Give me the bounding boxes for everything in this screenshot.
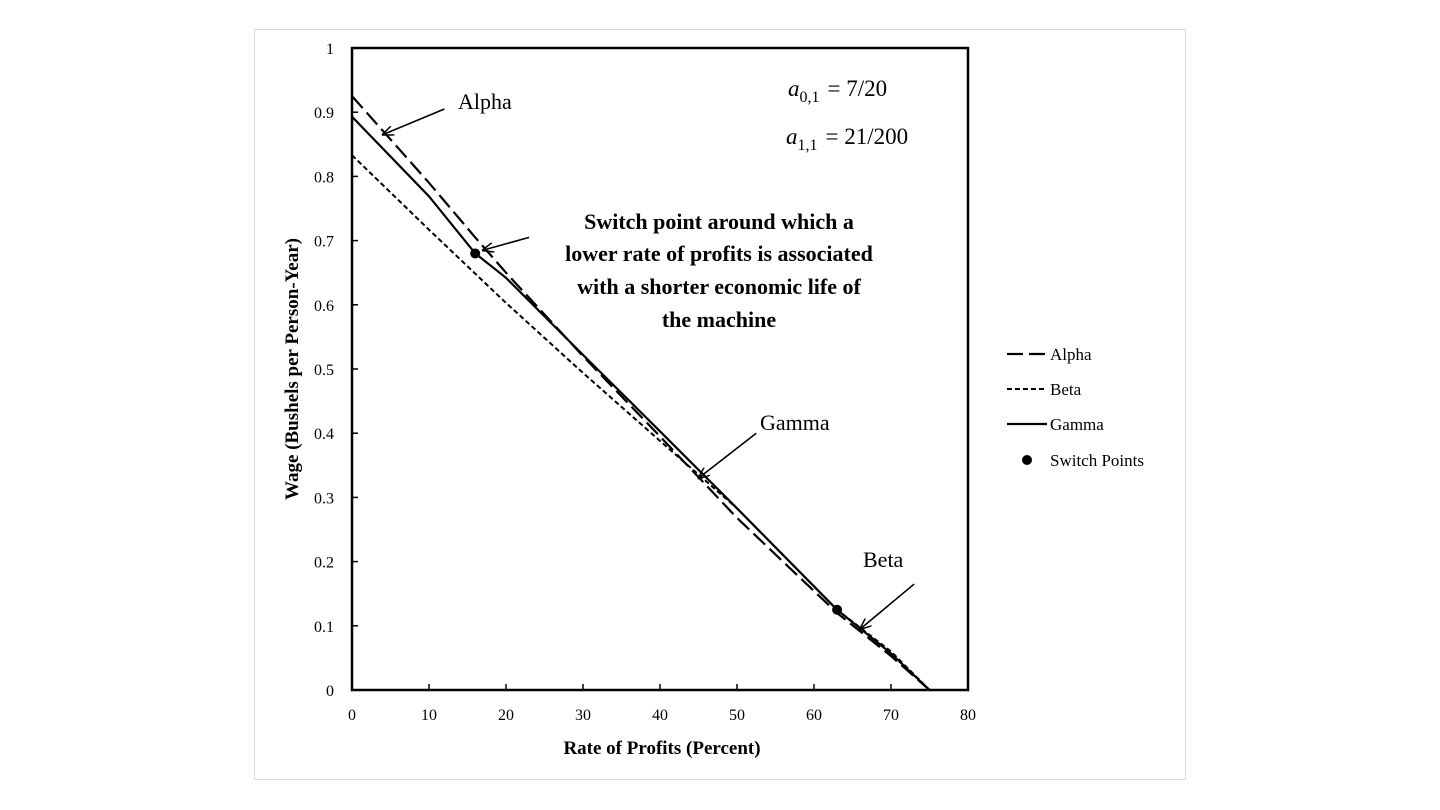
svg-text:a1,1= 21/200 (786, 124, 908, 154)
y-tick-label: 0.4 (314, 426, 334, 444)
y-tick-label: 1 (326, 41, 334, 58)
y-tick-label: 0 (326, 683, 334, 700)
x-tick-label: 50 (729, 707, 745, 724)
series-lines (352, 96, 930, 690)
eq1-sub: 0,1 (799, 89, 820, 106)
legend-label-beta: Beta (1050, 380, 1082, 399)
callout-line-2: lower rate of profits is associated (565, 241, 873, 266)
y-tick-label: 0.5 (314, 362, 334, 379)
x-tick-label: 20 (498, 707, 514, 724)
eq2-sub: 1,1 (797, 137, 818, 154)
eq1-base: a (788, 76, 800, 101)
eq1-rhs: = 7/20 (827, 76, 888, 101)
y-tick-label: 0.1 (314, 618, 334, 636)
y-tick-label: 0.2 (314, 554, 334, 572)
series-gamma-line (352, 117, 930, 690)
x-tick-label: 60 (806, 707, 822, 724)
y-tick-label: 0.8 (314, 169, 334, 187)
x-tick-label: 0 (348, 707, 356, 724)
svg-text:a0,1= 7/20 (788, 76, 887, 106)
alpha-arrow (383, 109, 445, 135)
callout-arrow (483, 237, 529, 250)
legend-label-gamma: Gamma (1050, 415, 1104, 434)
beta-label: Beta (863, 547, 904, 572)
x-tick-label: 10 (421, 707, 437, 724)
switch-point-marker (832, 605, 842, 615)
eq2-base: a (786, 124, 798, 149)
gamma-arrow (699, 433, 757, 478)
x-tick-label: 40 (652, 707, 668, 724)
eq2-rhs: = 21/200 (825, 124, 909, 149)
equation-a01 (788, 76, 887, 106)
x-tick-label: 80 (960, 707, 976, 724)
callout-line-4: the machine (661, 307, 777, 332)
y-axis-title: Wage (Bushels per Person-Year) (282, 238, 303, 500)
callout-line-1: Switch point around which a (584, 209, 854, 234)
legend (1007, 345, 1144, 470)
beta-arrow (860, 584, 914, 629)
legend-label-alpha: Alpha (1050, 345, 1092, 364)
y-tick-label: 0.3 (314, 490, 334, 508)
legend-swatch-switch-points (1022, 455, 1032, 465)
y-tick-label: 0.9 (314, 105, 334, 123)
series-beta-line (352, 155, 930, 690)
gamma-label: Gamma (760, 410, 830, 435)
callout-line-3: with a shorter economic life of (577, 274, 861, 299)
series-alpha-line (352, 96, 930, 690)
legend-label-switch-points: Switch Points (1050, 451, 1144, 470)
x-axis-title: Rate of Profits (Percent) (563, 738, 761, 759)
switch-point-marker (470, 248, 480, 258)
y-tick-label: 0.6 (314, 297, 334, 315)
x-tick-label: 30 (575, 707, 591, 724)
equation-a11 (786, 124, 908, 154)
x-tick-label: 70 (883, 707, 899, 724)
y-tick-label: 0.7 (314, 233, 334, 251)
alpha-label: Alpha (458, 89, 512, 114)
annotation-arrows (383, 109, 914, 629)
